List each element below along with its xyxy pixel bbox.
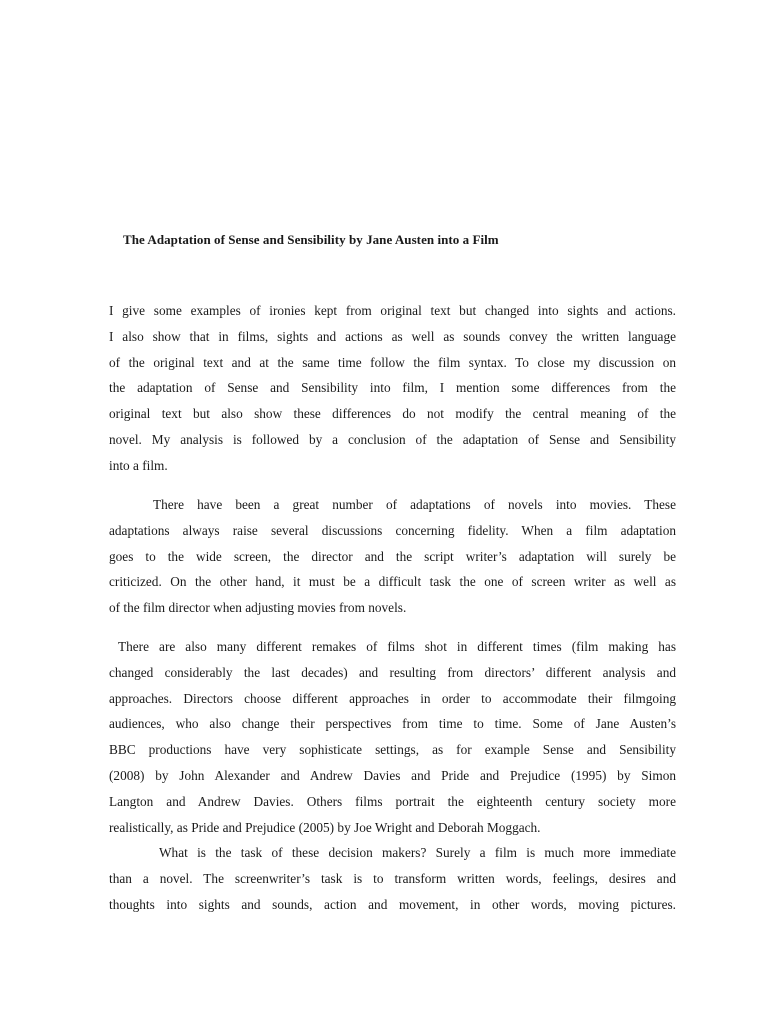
text-line: What is the task of these decision makers? Surely a film is much more immediate [159,845,676,860]
text-line: audiences, who also change their perspectives from time to time. Some of Jane Austen’s [109,716,676,732]
text-line: I give some examples of ironies kept from original text but changed into sights and actions. [109,303,676,318]
text-line: novel. My analysis is followed by a conclusion of the adaptation of Sense and Sensibility [109,431,676,447]
text-line: the adaptation of Sense and Sensibility into film, I mention some differences from the [109,380,676,396]
document-title: The Adaptation of Sense and Sensibility by Jane Austen into a Film [123,232,499,247]
text-line: thoughts into sights and sounds, action and movement, in other words, moving pictures. [109,896,676,912]
paragraph-2 [109,492,676,621]
text-line: of the original text and at the same time follow the film syntax. To close my discussion on [109,354,676,370]
text-line: approaches. Directors choose different approaches in order to accommodate their filmgoing [109,690,676,706]
text-line: criticized. On the other hand, it must be a difficult task the one of screen writer as well as [109,574,676,590]
text-line: (2008) by John Alexander and Andrew Davies and Pride and Prejudice (1995) by Simon [109,767,676,783]
text-line: of the film director when adjusting movies from novels. [109,600,407,616]
paragraph-3 [109,634,676,840]
text-line: goes to the wide screen, the director and the script writer’s adaptation will surely be [109,548,676,564]
text-line: adaptations always raise several discussions concerning fidelity. When a film adaptation [109,522,676,538]
text-line: changed considerably the last decades) and resulting from directors’ different analysis and [109,664,676,680]
paragraph-4 [109,840,676,917]
text-line: into a film. [109,457,168,473]
text-line: There have been a great number of adaptations of novels into movies. These [153,497,676,512]
text-line: original text but also show these differences do not modify the central meaning of the [109,406,676,422]
paragraph-1 [109,298,676,479]
text-line: There are also many different remakes of films shot in different times (film making has [118,639,676,654]
text-line: Langton and Andrew Davies. Others films portrait the eighteenth century society more [109,793,676,809]
text-line: BBC productions have very sophisticate settings, as for example Sense and Sensibility [109,742,676,758]
text-line: than a novel. The screenwriter’s task is to transform written words, feelings, desires and [109,870,676,886]
text-line: realistically, as Pride and Prejudice (2005) by Joe Wright and Deborah Moggach. [109,819,541,835]
text-line: I also show that in films, sights and actions as well as sounds convey the written language [109,328,676,344]
